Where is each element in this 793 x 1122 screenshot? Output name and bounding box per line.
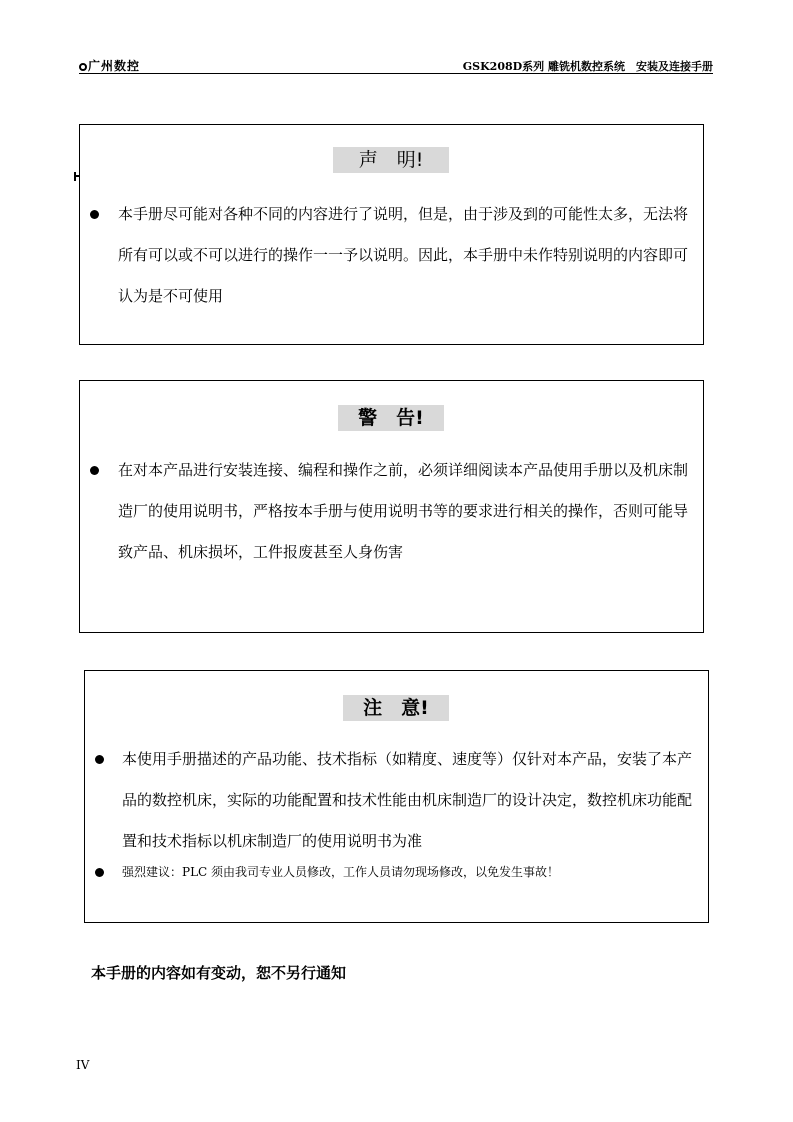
logo-text: 广州数控 bbox=[88, 59, 141, 73]
item-text: 本手册尽可能对各种不同的内容进行了说明，但是，由于涉及到的可能性太多，无法将所有可以或不可以进行的操作一一予以说明。因此，本手册中未作特别说明的内容即可认为是不可使用 bbox=[118, 205, 689, 305]
warning-title: 警 告! bbox=[338, 405, 444, 431]
declaration-title: 声 明! bbox=[333, 147, 449, 173]
gsk-logo-icon bbox=[79, 63, 87, 71]
declaration-box bbox=[79, 124, 704, 345]
list-item bbox=[85, 739, 708, 862]
manual-title: GSK208D系列 雕铣机数控系统 安装及连接手册 bbox=[462, 60, 713, 73]
attention-title: 注 意! bbox=[343, 695, 449, 721]
item-text: 强烈建议：PLC 须由我司专业人员修改，工作人员请勿现场修改，以免发生事故！ bbox=[122, 865, 560, 879]
list-item bbox=[85, 862, 708, 882]
page-header bbox=[79, 57, 713, 74]
attention-box bbox=[84, 670, 709, 923]
attention-list bbox=[85, 739, 708, 882]
item-text: 本使用手册描述的产品功能、技术指标（如精度、速度等）仅针对本产品，安装了本产品的数控机床，实际的功能配置和技术性能由机床制造厂的设计决定，数控机床功能配置和技术指标以机床制造厂的使用说明书为准 bbox=[122, 750, 693, 850]
change-notice: 本手册的内容如有变动，恕不另行通知 bbox=[91, 964, 347, 982]
page-number: IV bbox=[76, 1058, 90, 1072]
bullet-icon bbox=[95, 868, 104, 877]
warning-list bbox=[80, 450, 703, 573]
list-item bbox=[80, 450, 703, 573]
item-text: 在对本产品进行安装连接、编程和操作之前，必须详细阅读本产品使用手册以及机床制造厂的使用说明书，严格按本手册与使用说明书等的要求进行相关的操作，否则可能导致产品、机床损坏，工件报废甚至人身伤害 bbox=[118, 461, 689, 561]
company-logo bbox=[79, 57, 140, 74]
warning-box bbox=[79, 380, 704, 633]
list-item bbox=[80, 194, 703, 317]
bullet-icon bbox=[90, 210, 99, 219]
bullet-icon bbox=[95, 755, 104, 764]
declaration-list bbox=[80, 194, 703, 317]
bullet-icon bbox=[90, 466, 99, 475]
